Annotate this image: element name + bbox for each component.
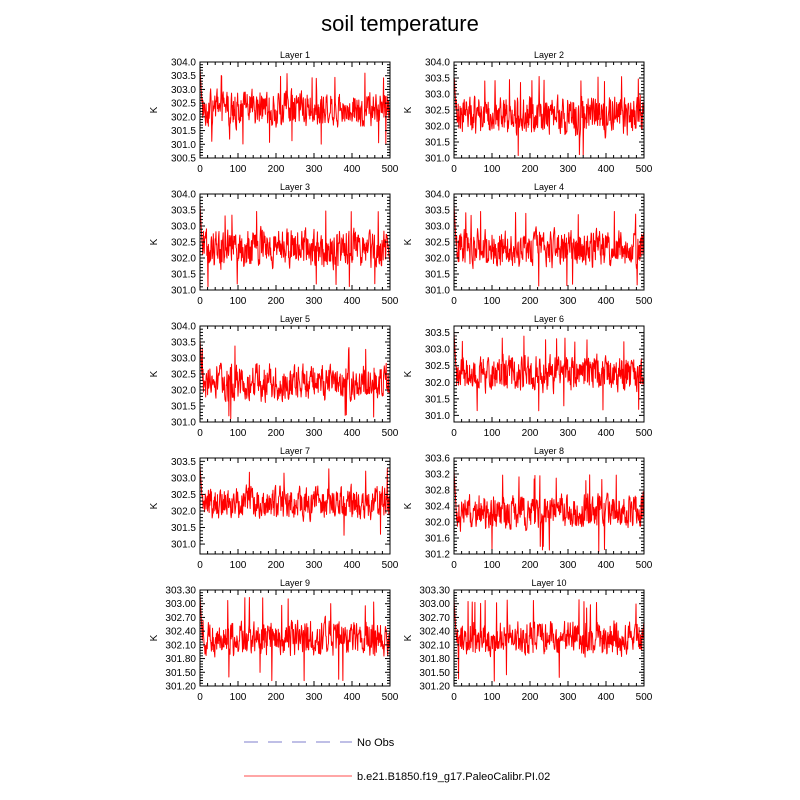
y-tick-label: 301.6 (424, 533, 450, 545)
panels-grid (149, 50, 653, 703)
x-tick-label: 500 (381, 164, 399, 175)
x-tick-label: 300 (305, 428, 323, 439)
x-tick-label: 300 (305, 560, 323, 571)
y-tick-label: 303.5 (424, 73, 450, 85)
x-tick-label: 100 (229, 692, 247, 703)
x-tick-label: 200 (267, 428, 285, 439)
panel-title: Layer 5 (279, 314, 311, 324)
x-tick-label: 0 (451, 296, 457, 307)
x-tick-label: 400 (343, 692, 361, 703)
y-tick-label: 301.80 (419, 654, 450, 666)
y-tick-label: 302.4 (424, 501, 450, 513)
x-tick-label: 300 (559, 560, 577, 571)
x-tick-label: 400 (597, 428, 615, 439)
y-tick-label: 303.0 (170, 353, 196, 365)
y-tick-label: 304.0 (424, 57, 450, 69)
x-tick-label: 500 (635, 692, 653, 703)
panel-layer-1 (149, 50, 399, 175)
panel-title: Layer 4 (533, 182, 565, 192)
y-tick-label: 302.0 (170, 253, 196, 265)
x-tick-label: 100 (229, 428, 247, 439)
plot-frame (454, 194, 644, 290)
y-tick-label: 302.5 (170, 489, 196, 501)
x-tick-label: 100 (483, 164, 501, 175)
x-tick-label: 500 (381, 692, 399, 703)
y-tick-label: 301.0 (424, 410, 450, 422)
panel-title: Layer 2 (533, 50, 565, 60)
x-tick-label: 300 (559, 164, 577, 175)
series-line (454, 333, 644, 411)
y-tick-label: 303.5 (424, 328, 450, 340)
x-tick-label: 400 (343, 164, 361, 175)
y-tick-label: 302.5 (170, 98, 196, 110)
y-tick-label: 303.0 (424, 89, 450, 101)
y-axis-label: K (403, 634, 414, 642)
x-tick-label: 0 (451, 692, 457, 703)
y-tick-label: 301.5 (424, 137, 450, 149)
panel-title: Layer 9 (279, 578, 311, 588)
y-tick-label: 303.5 (424, 205, 450, 217)
panel-layer-5 (149, 314, 399, 439)
y-tick-label: 304.0 (170, 189, 196, 201)
y-tick-label: 303.5 (170, 337, 196, 349)
y-axis-label: K (403, 238, 414, 246)
series-line (454, 599, 644, 681)
panel-title: Layer 6 (533, 314, 565, 324)
y-tick-label: 303.00 (419, 599, 450, 611)
x-tick-label: 200 (267, 164, 285, 175)
x-tick-label: 400 (597, 692, 615, 703)
y-tick-label: 302.8 (424, 485, 450, 497)
series-line (454, 470, 644, 552)
x-tick-label: 300 (305, 692, 323, 703)
y-tick-label: 301.2 (424, 549, 450, 561)
panel-layer-9 (149, 578, 399, 703)
x-tick-label: 400 (343, 428, 361, 439)
y-tick-label: 301.0 (424, 285, 450, 297)
y-tick-label: 301.5 (424, 394, 450, 406)
x-tick-label: 100 (229, 296, 247, 307)
x-tick-label: 300 (559, 692, 577, 703)
legend-label-no-obs: No Obs (357, 737, 395, 749)
series-line (200, 595, 390, 681)
y-tick-label: 302.0 (170, 112, 196, 124)
panel-layer-6 (403, 314, 653, 439)
y-axis-label: K (403, 502, 414, 510)
y-tick-label: 301.0 (170, 417, 196, 429)
x-tick-label: 200 (521, 164, 539, 175)
x-tick-label: 0 (197, 692, 203, 703)
panel-title: Layer 7 (279, 446, 311, 456)
y-tick-label: 302.5 (170, 237, 196, 249)
y-tick-label: 302.5 (424, 361, 450, 373)
y-tick-label: 304.0 (424, 189, 450, 201)
panel-layer-3 (149, 182, 399, 307)
x-tick-label: 200 (267, 296, 285, 307)
x-tick-label: 500 (635, 296, 653, 307)
legend-label-model: b.e21.B1850.f19_g17.PaleoCalibr.PI.02 (357, 771, 551, 783)
y-tick-label: 302.10 (419, 640, 450, 652)
x-tick-label: 200 (267, 560, 285, 571)
series-line (454, 204, 644, 286)
x-tick-label: 0 (197, 560, 203, 571)
x-tick-label: 200 (521, 296, 539, 307)
x-tick-label: 200 (267, 692, 285, 703)
x-tick-label: 300 (559, 428, 577, 439)
y-tick-label: 301.5 (170, 126, 196, 138)
y-tick-label: 303.0 (424, 221, 450, 233)
x-tick-label: 300 (305, 296, 323, 307)
y-tick-label: 301.80 (165, 654, 196, 666)
y-axis-label: K (149, 634, 160, 642)
y-tick-label: 301.0 (424, 153, 450, 165)
figure-title: soil temperature (321, 11, 479, 36)
y-tick-label: 302.0 (424, 121, 450, 133)
x-tick-label: 0 (197, 428, 203, 439)
x-tick-label: 400 (597, 164, 615, 175)
y-tick-label: 303.5 (170, 71, 196, 83)
y-tick-label: 303.0 (424, 344, 450, 356)
y-tick-label: 302.70 (165, 612, 196, 624)
panel-title: Layer 1 (279, 50, 311, 60)
panel-layer-10 (403, 578, 653, 703)
y-axis-label: K (149, 238, 160, 246)
y-tick-label: 302.0 (424, 377, 450, 389)
x-tick-label: 100 (483, 296, 501, 307)
x-tick-label: 500 (381, 296, 399, 307)
y-tick-label: 302.0 (170, 385, 196, 397)
series-line (200, 339, 390, 419)
y-tick-label: 301.5 (424, 269, 450, 281)
y-axis-label: K (149, 106, 160, 114)
x-tick-label: 0 (451, 428, 457, 439)
y-tick-label: 303.2 (424, 469, 450, 481)
y-tick-label: 303.5 (170, 205, 196, 217)
y-tick-label: 301.0 (170, 539, 196, 551)
y-tick-label: 301.5 (170, 401, 196, 413)
y-tick-label: 302.40 (165, 626, 196, 638)
panel-layer-7 (149, 446, 399, 571)
x-tick-label: 500 (635, 560, 653, 571)
series-line (200, 465, 390, 536)
y-tick-label: 302.70 (419, 612, 450, 624)
y-tick-label: 301.20 (165, 681, 196, 693)
x-tick-label: 500 (635, 164, 653, 175)
x-tick-label: 300 (305, 164, 323, 175)
x-tick-label: 200 (521, 428, 539, 439)
x-tick-label: 500 (381, 428, 399, 439)
y-tick-label: 304.0 (170, 321, 196, 333)
panel-title: Layer 8 (533, 446, 565, 456)
y-tick-label: 303.30 (165, 585, 196, 597)
y-tick-label: 300.5 (170, 153, 196, 165)
y-tick-label: 302.10 (165, 640, 196, 652)
y-tick-label: 302.0 (424, 517, 450, 529)
y-tick-label: 301.0 (170, 285, 196, 297)
y-tick-label: 302.5 (170, 369, 196, 381)
x-tick-label: 400 (343, 296, 361, 307)
y-tick-label: 303.6 (424, 453, 450, 465)
y-tick-label: 302.0 (424, 253, 450, 265)
y-tick-label: 303.30 (419, 585, 450, 597)
panel-layer-4 (403, 182, 653, 307)
y-tick-label: 301.50 (165, 667, 196, 679)
x-tick-label: 100 (483, 560, 501, 571)
panel-title: Layer 10 (531, 578, 567, 588)
panel-layer-8 (403, 446, 653, 571)
y-tick-label: 303.0 (170, 473, 196, 485)
y-tick-label: 302.40 (419, 626, 450, 638)
y-tick-label: 301.5 (170, 269, 196, 281)
y-tick-label: 303.0 (170, 221, 196, 233)
x-tick-label: 0 (197, 164, 203, 175)
x-tick-label: 400 (597, 560, 615, 571)
panel-layer-2 (403, 50, 653, 175)
y-tick-label: 302.5 (424, 105, 450, 117)
x-tick-label: 100 (229, 560, 247, 571)
y-tick-label: 302.5 (424, 237, 450, 249)
y-tick-label: 301.5 (170, 523, 196, 535)
series-line (200, 204, 390, 287)
y-tick-label: 302.0 (170, 506, 196, 518)
x-tick-label: 500 (635, 428, 653, 439)
x-tick-label: 100 (483, 692, 501, 703)
y-axis-label: K (149, 370, 160, 378)
x-tick-label: 0 (451, 560, 457, 571)
series-line (454, 76, 644, 155)
y-tick-label: 301.20 (419, 681, 450, 693)
y-axis-label: K (403, 106, 414, 114)
y-tick-label: 303.00 (165, 599, 196, 611)
legend (244, 737, 550, 783)
y-tick-label: 303.0 (170, 84, 196, 96)
x-tick-label: 200 (521, 692, 539, 703)
x-tick-label: 300 (559, 296, 577, 307)
x-tick-label: 100 (483, 428, 501, 439)
y-axis-label: K (403, 370, 414, 378)
series-line (200, 67, 390, 144)
x-tick-label: 100 (229, 164, 247, 175)
y-tick-label: 304.0 (170, 57, 196, 69)
x-tick-label: 400 (343, 560, 361, 571)
x-tick-label: 200 (521, 560, 539, 571)
y-tick-label: 303.5 (170, 456, 196, 468)
x-tick-label: 0 (197, 296, 203, 307)
panel-title: Layer 3 (279, 182, 311, 192)
x-tick-label: 400 (597, 296, 615, 307)
x-tick-label: 500 (381, 560, 399, 571)
y-axis-label: K (149, 502, 160, 510)
y-tick-label: 301.50 (419, 667, 450, 679)
x-tick-label: 0 (451, 164, 457, 175)
y-tick-label: 301.0 (170, 139, 196, 151)
